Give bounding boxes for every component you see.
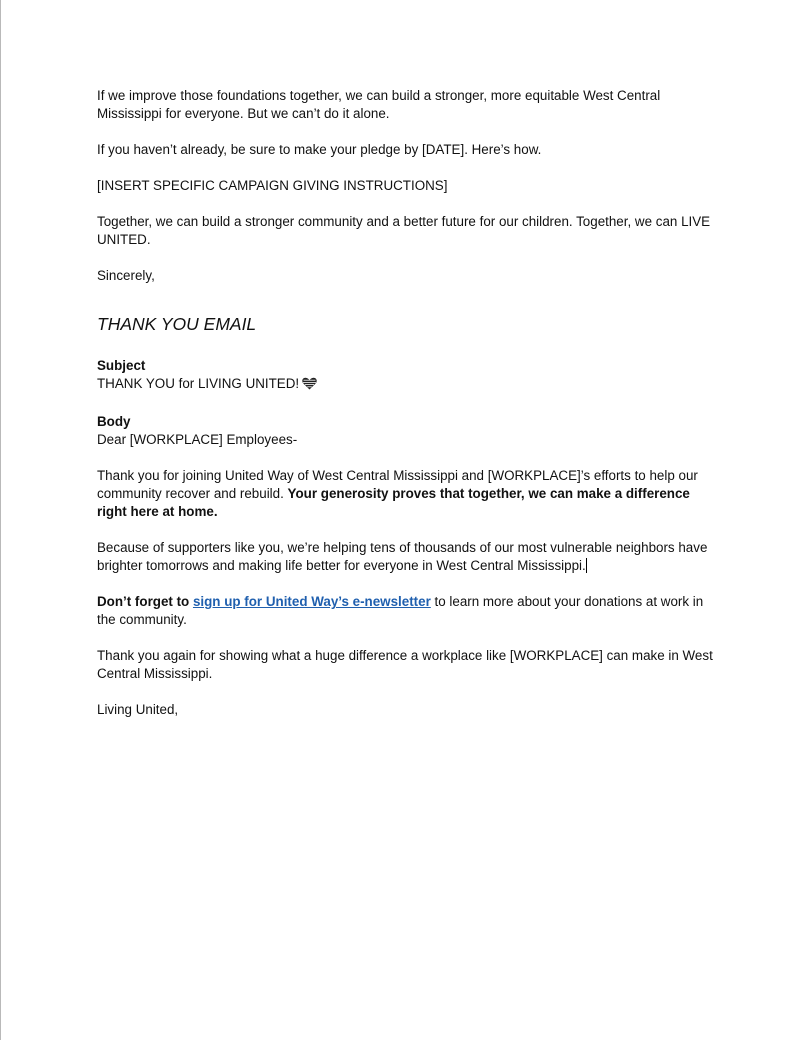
subject-block xyxy=(97,357,717,395)
letter-paragraph-3: [INSERT SPECIFIC CAMPAIGN GIVING INSTRUCTIONS] xyxy=(97,178,448,193)
section-heading: THANK YOU EMAIL xyxy=(97,314,257,334)
subject-text: THANK YOU for LIVING UNITED! xyxy=(97,376,300,391)
email-paragraph-2-text: Because of supporters like you, we’re helping tens of thousands of our most vulnerable neighbors have brighter tomorrows and making life better for everyone in West Central Mississippi. xyxy=(97,540,708,573)
letter-paragraph-1: If we improve those foundations together, we can build a stronger, more equitable West Central Mississippi for everyone. But we can’t do it alone. xyxy=(97,88,661,121)
newsletter-signup-link[interactable]: sign up for United Way’s e-newsletter xyxy=(192,594,431,609)
letter-paragraph-4: Together, we can build a stronger community and a better future for our children. Together, we can LIVE UNITED. xyxy=(97,214,711,247)
email-paragraph-1-text: Thank you for joining United Way of West Central Mississippi and [WORKPLACE]’s efforts to help our community recover and rebuild. xyxy=(97,468,698,501)
body-block xyxy=(97,413,717,449)
email-paragraph-1-bold: Your generosity proves that together, we can make a difference right here at home. xyxy=(97,486,690,519)
email-paragraph-3-rest: to learn more about your donations at work in the community. xyxy=(97,594,704,627)
body-label: Body xyxy=(97,414,131,429)
subject-line xyxy=(97,375,717,395)
text-cursor xyxy=(586,558,587,573)
email-paragraph-1 xyxy=(97,467,717,521)
letter-paragraph-2: If you haven’t already, be sure to make your pledge by [DATE]. Here’s how. xyxy=(97,142,542,157)
subject-label: Subject xyxy=(97,358,146,373)
email-paragraph-4: Thank you again for showing what a huge difference a workplace like [WORKPLACE] can make in West Central Mississippi. xyxy=(97,648,713,681)
letter-closing: Sincerely, xyxy=(97,268,155,283)
document-body xyxy=(97,87,717,737)
email-paragraph-3-bold: Don’t forget to xyxy=(97,594,193,609)
heart-icon xyxy=(302,377,317,395)
email-salutation: Dear [WORKPLACE] Employees- xyxy=(97,432,298,447)
email-paragraph-3 xyxy=(97,593,717,629)
email-paragraph-2 xyxy=(97,539,717,575)
email-signoff: Living United, xyxy=(97,702,179,717)
